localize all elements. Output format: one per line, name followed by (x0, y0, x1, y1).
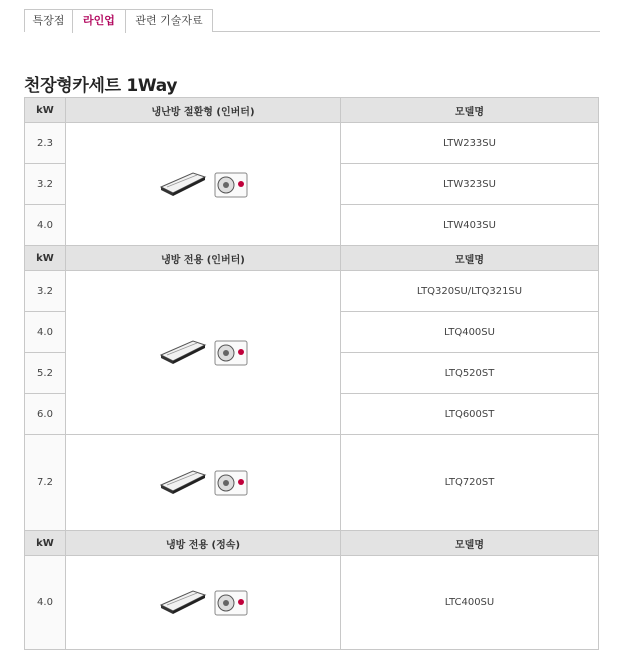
kw-cell: 5.2 (25, 353, 66, 394)
kw-cell: 6.0 (25, 394, 66, 435)
model-header: 모델명 (341, 98, 599, 123)
cassette-ac-unit-image (153, 581, 253, 621)
product-image-cell (66, 271, 341, 435)
lineup-table (24, 97, 599, 650)
product-image (153, 331, 253, 371)
model-cell: LTQ720ST (341, 435, 599, 531)
model-header: 모델명 (341, 246, 599, 271)
kw-cell: 4.0 (25, 205, 66, 246)
model-cell: LTW403SU (341, 205, 599, 246)
model-cell: LTW233SU (341, 123, 599, 164)
tab-lineup[interactable]: 라인업 (72, 9, 126, 33)
product-image (153, 581, 253, 621)
tab-bar (24, 9, 600, 32)
product-image (153, 163, 253, 203)
type-header: 냉난방 절환형 (인버터) (66, 98, 341, 123)
cassette-ac-unit-image (153, 331, 253, 371)
model-cell: LTQ320SU/LTQ321SU (341, 271, 599, 312)
product-image-cell (66, 556, 341, 650)
kw-header: kW (25, 531, 66, 556)
kw-cell: 3.2 (25, 164, 66, 205)
model-cell: LTW323SU (341, 164, 599, 205)
model-cell: LTC400SU (341, 556, 599, 650)
model-cell: LTQ520ST (341, 353, 599, 394)
kw-cell: 2.3 (25, 123, 66, 164)
type-header: 냉방 전용 (정속) (66, 531, 341, 556)
kw-header: kW (25, 246, 66, 271)
kw-cell: 4.0 (25, 556, 66, 650)
product-image (153, 461, 253, 501)
kw-header: kW (25, 98, 66, 123)
model-cell: LTQ600ST (341, 394, 599, 435)
product-image-cell (66, 435, 341, 531)
type-header: 냉방 전용 (인버터) (66, 246, 341, 271)
page-title: 천장형카세트 1Way (24, 76, 178, 96)
model-cell: LTQ400SU (341, 312, 599, 353)
cassette-ac-unit-image (153, 461, 253, 501)
kw-cell: 4.0 (25, 312, 66, 353)
kw-cell: 3.2 (25, 271, 66, 312)
tab-features[interactable]: 특장점 (24, 9, 73, 32)
model-header: 모델명 (341, 531, 599, 556)
product-image-cell (66, 123, 341, 246)
cassette-ac-unit-image (153, 163, 253, 203)
tab-tech-docs[interactable]: 관련 기술자료 (125, 9, 213, 32)
kw-cell: 7.2 (25, 435, 66, 531)
